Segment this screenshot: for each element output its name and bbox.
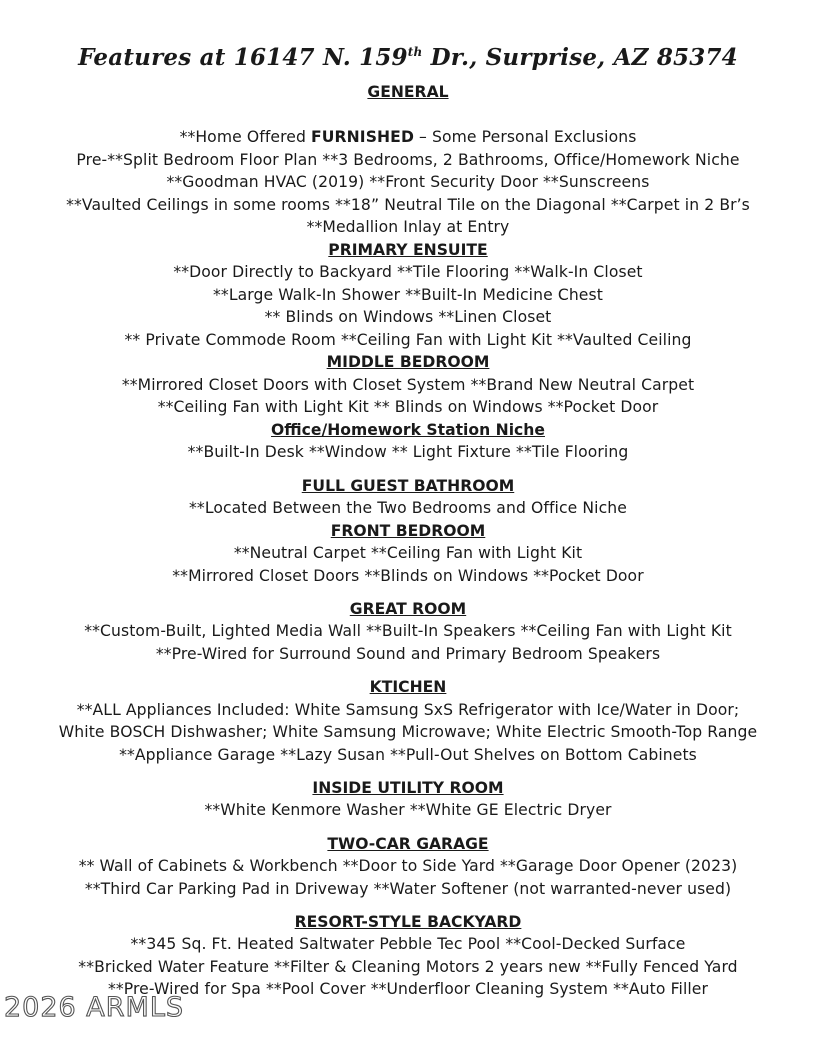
feature-line: **Ceiling Fan with Light Kit ** Blinds on Windows **Pocket Door xyxy=(157,398,659,416)
feature-line: **345 Sq. Ft. Heated Saltwater Pebble Tec Pool **Cool-Decked Surface xyxy=(130,935,686,953)
feature-line: **Goodman HVAC (2019) **Front Security Door **Sunscreens xyxy=(166,173,650,191)
feature-line: **White Kenmore Washer **White GE Electric Dryer xyxy=(204,801,612,819)
feature-line: **Located Between the Two Bedrooms and Office Niche xyxy=(189,499,627,517)
watermark: 2026 ARMLS xyxy=(4,992,185,1023)
feature-line: **Mirrored Closet Doors **Blinds on Windows **Pocket Door xyxy=(172,567,644,585)
section-heading-utility-room: INSIDE UTILITY ROOM xyxy=(312,779,504,797)
section-heading-office: Office/Homework Station Niche xyxy=(271,421,545,439)
feature-line: **Mirrored Closet Doors with Closet System **Brand New Neutral Carpet xyxy=(121,376,695,394)
feature-line: **Door Directly to Backyard **Tile Flooring **Walk-In Closet xyxy=(173,263,643,281)
feature-line: **Pre-Wired for Spa **Pool Cover **Underfloor Cleaning System **Auto Filler xyxy=(107,980,709,998)
feature-line: **Built-In Desk **Window ** Light Fixture **Tile Flooring xyxy=(187,443,629,461)
feature-line: **Vaulted Ceilings in some rooms **18” Neutral Tile on the Diagonal **Carpet in 2 Br’s xyxy=(66,196,750,214)
feature-line: **Neutral Carpet **Ceiling Fan with Light Kit xyxy=(233,544,583,562)
section-heading-primary-ensuite: PRIMARY ENSUITE xyxy=(328,241,488,259)
feature-line: ** Blinds on Windows **Linen Closet xyxy=(264,308,552,326)
feature-line: ** Private Commode Room **Ceiling Fan with Light Kit **Vaulted Ceiling xyxy=(124,331,692,349)
feature-line: **Large Walk-In Shower **Built-In Medicine Chest xyxy=(213,286,603,304)
section-heading-front-bedroom: FRONT BEDROOM xyxy=(330,522,486,540)
feature-line: **Pre-Wired for Surround Sound and Primary Bedroom Speakers xyxy=(155,645,661,663)
feature-line: **Custom-Built, Lighted Media Wall **Built-In Speakers **Ceiling Fan with Light Kit xyxy=(84,622,732,640)
section-heading-garage: TWO-CAR GARAGE xyxy=(327,835,489,853)
feature-line: **Third Car Parking Pad in Driveway **Water Softener (not warranted-never used) xyxy=(84,880,732,898)
section-heading-great-room: GREAT ROOM xyxy=(349,600,467,618)
feature-line: White BOSCH Dishwasher; White Samsung Microwave; White Electric Smooth-Top Range xyxy=(58,723,758,741)
section-heading-kitchen: KTICHEN xyxy=(369,678,447,696)
feature-line: **Bricked Water Feature **Filter & Cleaning Motors 2 years new **Fully Fenced Yard xyxy=(78,958,738,976)
feature-line: ** Wall of Cabinets & Workbench **Door to Side Yard **Garage Door Opener (2023) xyxy=(78,857,738,875)
section-heading-guest-bathroom: FULL GUEST BATHROOM xyxy=(301,477,515,495)
page-title: Features at 16147 N. 159th Dr., Surprise, AZ 85374 xyxy=(78,44,738,71)
feature-line: Pre-**Split Bedroom Floor Plan **3 Bedrooms, 2 Bathrooms, Office/Homework Niche xyxy=(76,151,740,169)
section-heading-backyard: RESORT-STYLE BACKYARD xyxy=(294,913,522,931)
feature-line: **ALL Appliances Included: White Samsung SxS Refrigerator with Ice/Water in Door; xyxy=(76,701,740,719)
section-heading-general: GENERAL xyxy=(367,83,449,101)
feature-line: **Home Offered FURNISHED – Some Personal Exclusions xyxy=(179,128,637,146)
feature-line: **Appliance Garage **Lazy Susan **Pull-Out Shelves on Bottom Cabinets xyxy=(119,746,697,764)
feature-line: **Medallion Inlay at Entry xyxy=(306,218,510,236)
section-heading-middle-bedroom: MIDDLE BEDROOM xyxy=(326,353,490,371)
